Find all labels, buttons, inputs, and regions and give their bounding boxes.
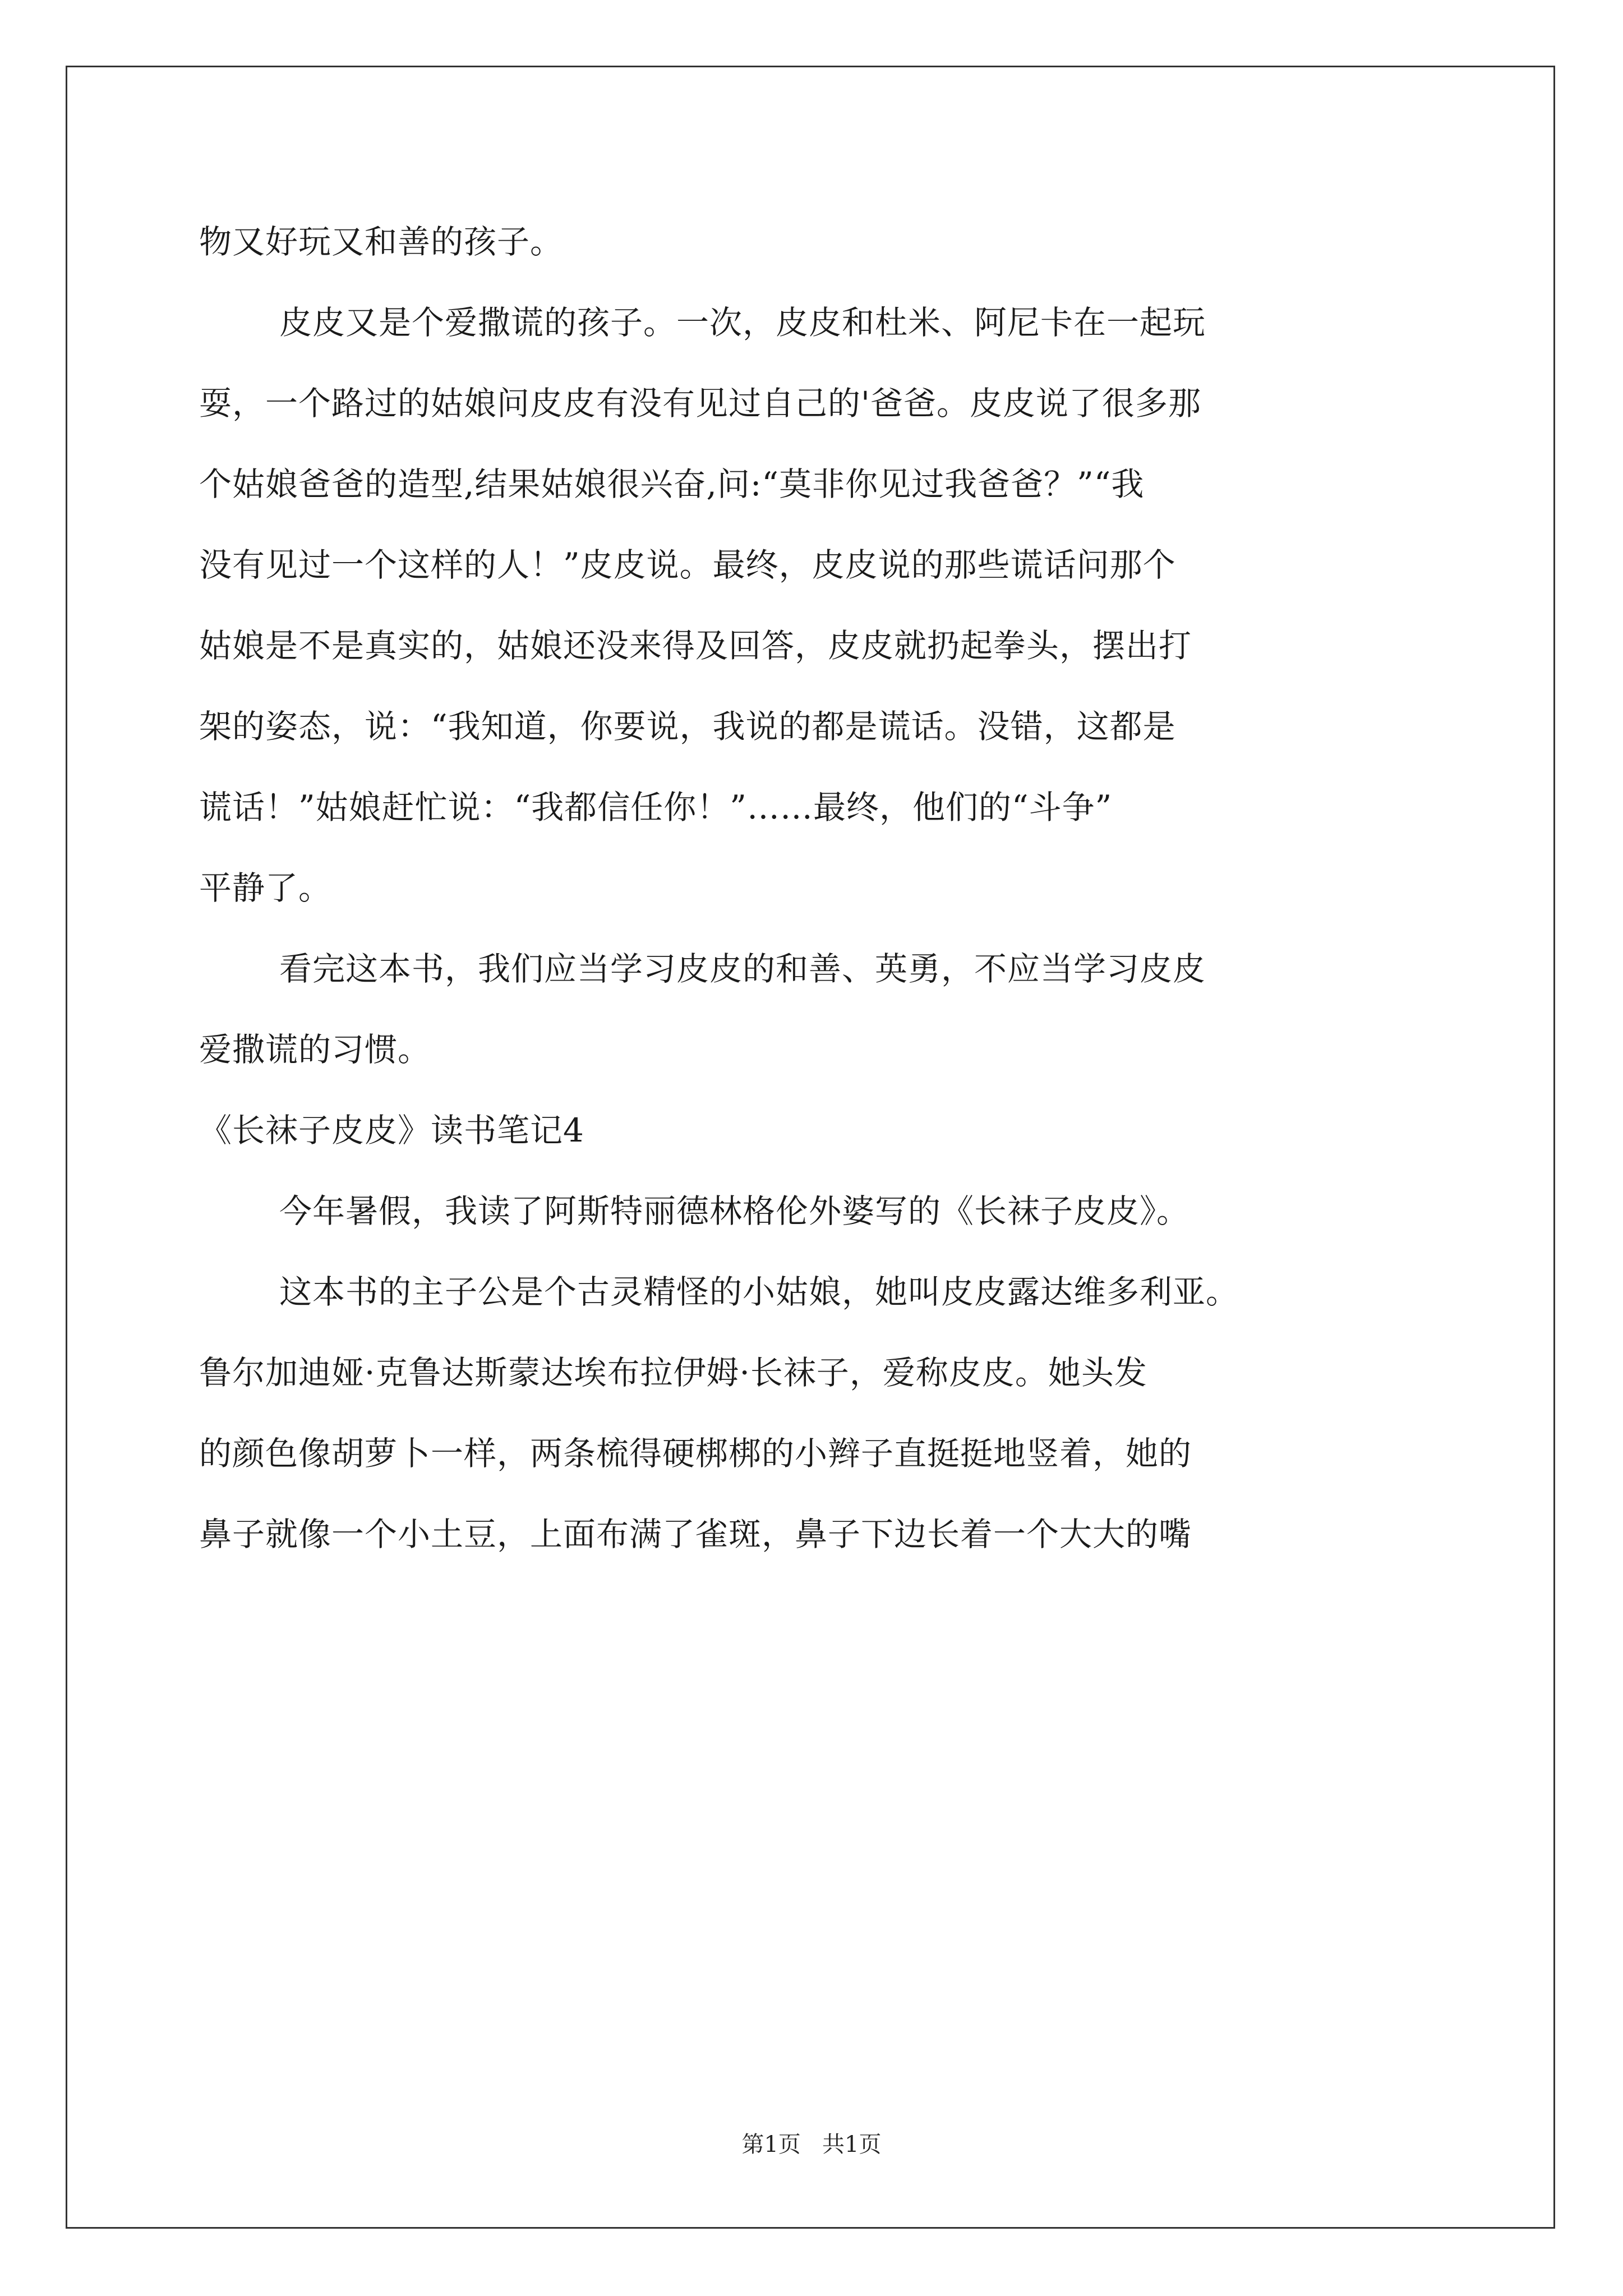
text-line: 物又好玩又和善的孩子。: [199, 223, 564, 261]
text-line: 平静了。: [199, 869, 332, 907]
text-line: 爱撒谎的习惯。: [199, 1030, 431, 1069]
text-line: 谎话！”姑娘赶忙说：“我都信任你！”……最终，他们的“斗争”: [199, 788, 1113, 826]
text-line: 姑娘是不是真实的，姑娘还没来得及回答，皮皮就扔起拳头，摆出打: [199, 627, 1192, 665]
text-line: 个姑娘爸爸的造型,结果姑娘很兴奋,问:“莫非你见过我爸爸？”“我: [199, 465, 1145, 503]
text-line: 鲁尔加迪娅·克鲁达斯蒙达埃布拉伊姆·长袜子，爱称皮皮。她头发: [199, 1354, 1147, 1392]
paragraph-start-line: 今年暑假，我读了阿斯特丽德林格伦外婆写的《长袜子皮皮》。: [279, 1192, 1190, 1230]
text-line: 没有见过一个这样的人！”皮皮说。最终，皮皮说的那些谎话问那个: [199, 546, 1176, 584]
text-line: 鼻子就像一个小土豆，上面布满了雀斑，鼻子下边长着一个大大的嘴: [199, 1515, 1192, 1553]
text-line: 架的姿态，说：“我知道，你要说，我说的都是谎话。没错，这都是: [199, 707, 1176, 746]
text-line: 耍，一个路过的姑娘问皮皮有没有见过自己的'爸爸。皮皮说了很多那: [199, 384, 1201, 422]
text-line: 的颜色像胡萝卜一样，两条梳得硬梆梆的小辫子直挺挺地竖着，她的: [199, 1434, 1192, 1473]
section-heading: 《长袜子皮皮》读书笔记4: [199, 1111, 584, 1149]
paragraph-start-line: 看完这本书，我们应当学习皮皮的和善、英勇，不应当学习皮皮: [279, 950, 1206, 988]
paragraph-start-line: 皮皮又是个爱撒谎的孩子。一次，皮皮和杜米、阿尼卡在一起玩: [279, 303, 1206, 342]
paragraph-start-line: 这本书的主子公是个古灵精怪的小姑娘，她叫皮皮露达维多利亚。: [279, 1273, 1239, 1311]
page-number: 第1页 共1页: [741, 2132, 882, 2157]
